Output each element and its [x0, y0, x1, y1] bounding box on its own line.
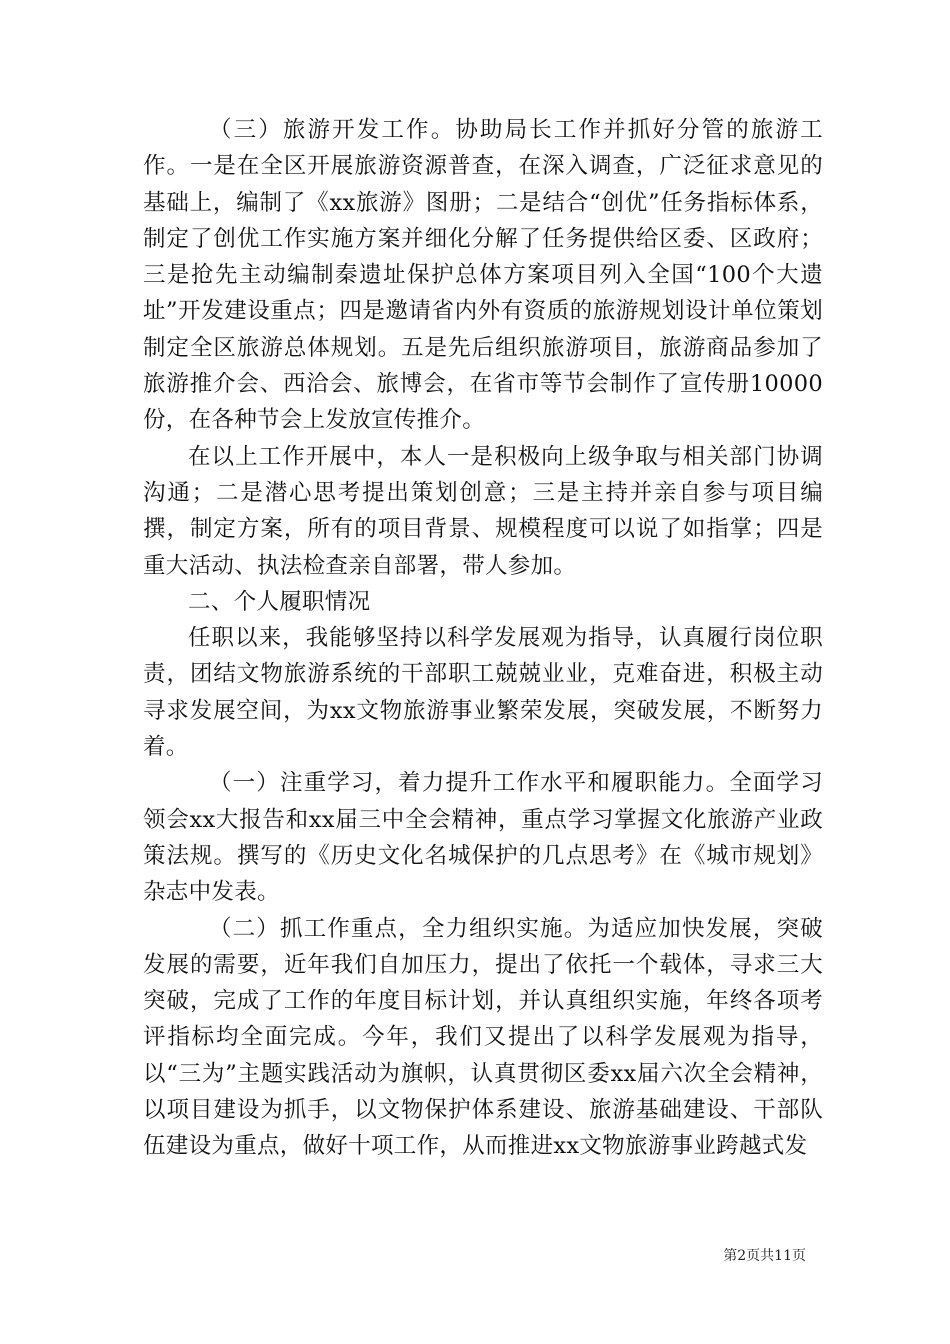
section-heading-personal-duties: 二、个人履职情况 — [188, 588, 371, 615]
paragraph-tourism-development: （三）旅游开发工作。协助局长工作并抓好分管的旅游工作。一是在全区开展旅游资源普查，在深入调查，广泛征求意见的基础上，编制了《xx旅游》图册；二是结合“创优”任务指标体系，制定了创优工作实施方案并细化分解了任务提供给区委、区政府；三是抢先主动编制秦遗址保护总体方案项目列入全国“100个大遗址”开发建设重点；四是邀请省内外有资质的旅游规划设计单位策划制定全区旅游总体规划。五是先后组织旅游项目，旅游商品参加了旅游推介会、西洽会、旅博会，在省市等节会制作了宣传册10000份，在各种节会上发放宣传推介。 — [143, 117, 823, 434]
paragraph-work-approach: 在以上工作开展中，本人一是积极向上级争取与相关部门协调沟通；二是潜心思考提出策划创意；三是主持并亲自参与项目编撰，制定方案，所有的项目背景、规模程度可以说了如指掌；四是重大活动、执法检查亲自部署，带人参加。 — [143, 443, 823, 579]
page-number-footer: 第2页共11页 — [723, 1248, 806, 1264]
paragraph-key-work: （二）抓工作重点，全力组织实施。为适应加快发展，突破发展的需要，近年我们自加压力，提出了依托一个载体，寻求三大突破，完成了工作的年度目标计划，并认真组织实施，年终各项考评指标均全面完成。今年，我们又提出了以科学发展观为指导，以“三为”主题实践活动为旗帜，认真贯彻区委xx届六次全会精神，以项目建设为抓手，以文物保护体系建设、旅游基础建设、干部队伍建设为重点，做好十项工作，从而推进xx文物旅游事业跨越式发 — [143, 915, 823, 1160]
paragraph-study: （一）注重学习，着力提升工作水平和履职能力。全面学习领会xx大报告和xx届三中全会精神，重点学习掌握文化旅游产业政策法规。撰写的《历史文化名城保护的几点思考》在《城市规划》杂志中发表。 — [143, 770, 823, 906]
paragraph-duty-summary: 任职以来，我能够坚持以科学发展观为指导，认真履行岗位职责，团结文物旅游系统的干部职工兢兢业业，克难奋进，积极主动寻求发展空间，为xx文物旅游事业繁荣发展，突破发展，不断努力着。 — [143, 625, 823, 761]
document-body — [143, 112, 823, 1165]
